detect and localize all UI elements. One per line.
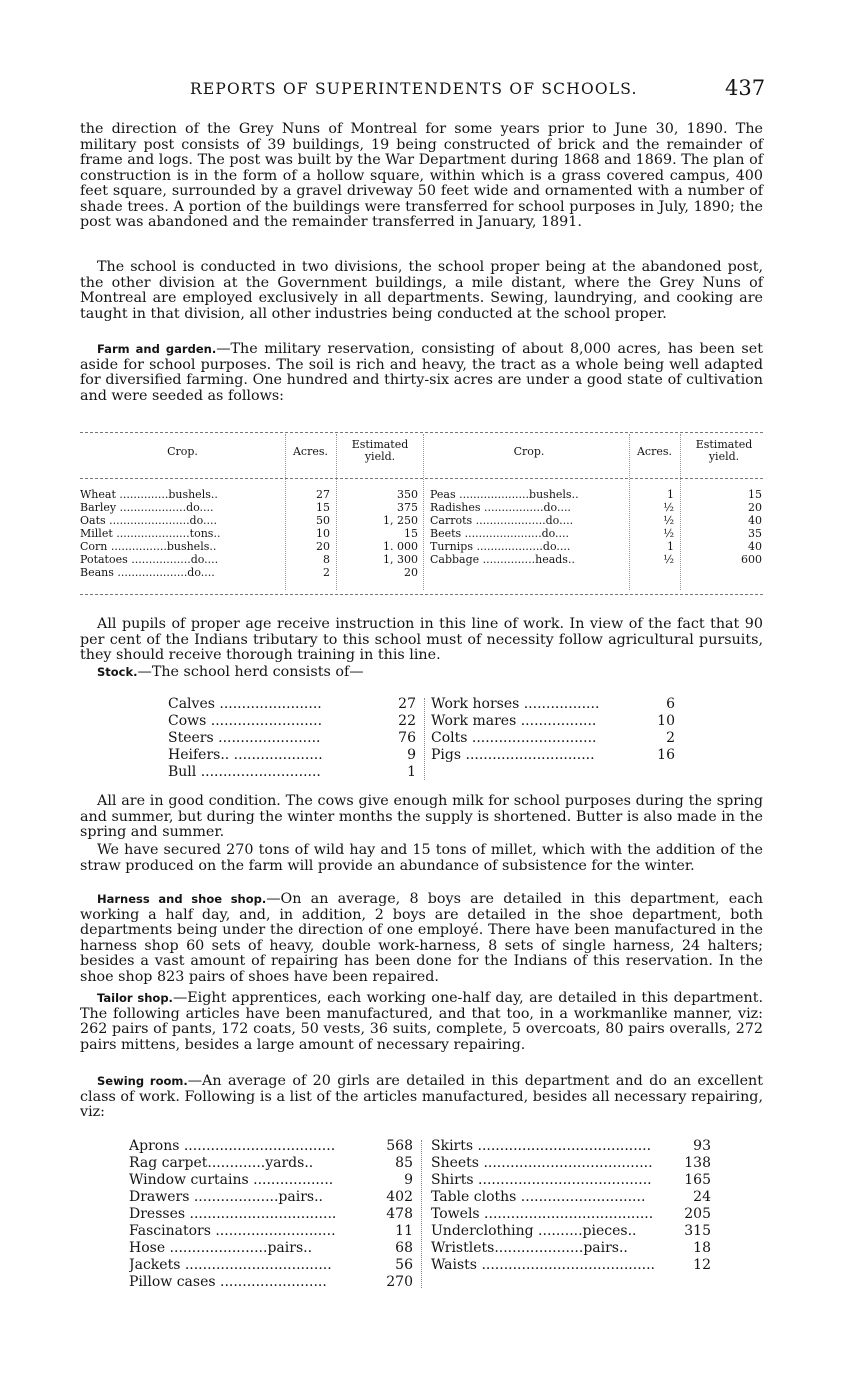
article-name-cell: Drawers ...................pairs.. xyxy=(129,1189,323,1205)
article-count-cell: 68 xyxy=(395,1240,413,1256)
page-number: 437 xyxy=(725,76,766,100)
stock-count-cell: 10 xyxy=(657,713,675,729)
stock-table xyxy=(168,696,678,784)
paragraph-text: The school is conducted in two divisions, the school proper being at the abandoned post, the other division at the Government buildings, a mile distant, where the Grey Nuns of Montreal are employed exclusively in all departments. Sewing, laundrying, and cooking are taught in that division, all other industries being conducted at the school proper. xyxy=(80,259,763,322)
column-divider xyxy=(424,698,425,780)
paragraph-farm-garden xyxy=(80,342,763,404)
crop-name-cell: Corn ................bushels.. xyxy=(80,540,217,553)
paragraph-text: —An average of 20 girls are detailed in this department and do an excellent class of work. Following is a list of the articles manufactured, besides all necessary repairing, viz: xyxy=(80,1073,763,1120)
article-count-cell: 315 xyxy=(684,1223,711,1239)
article-count-cell: 205 xyxy=(684,1206,711,1222)
stock-name-cell: Colts ............................ xyxy=(431,730,597,746)
article-name-cell: Dresses ................................. xyxy=(129,1206,337,1222)
crop-yield-cell: 40 xyxy=(748,514,762,527)
sewing-articles-table xyxy=(129,1138,714,1290)
crop-name-cell: Wheat ..............bushels.. xyxy=(80,488,218,501)
crop-name-cell: Potatoes .................do.... xyxy=(80,553,219,566)
crop-yield-cell: 350 xyxy=(397,488,418,501)
column-header-acres: Acres. xyxy=(636,445,672,458)
crop-acres-cell: ½ xyxy=(663,514,674,527)
article-name-cell: Pillow cases ........................ xyxy=(129,1274,327,1290)
crop-name-cell: Carrots ....................do.... xyxy=(430,514,574,527)
paragraph-herd-condition: All are in good condition. The cows give enough milk for school purposes during the spring and summer, but during the winter months the supply is shortened. Butter is also made in the spring and summer. xyxy=(80,793,763,840)
running-title: REPORTS OF SUPERINTENDENTS OF SCHOOLS. xyxy=(190,80,638,98)
crop-yield-cell: 20 xyxy=(748,501,762,514)
article-name-cell: Hose ......................pairs.. xyxy=(129,1240,313,1256)
article-name-cell: Table cloths ............................ xyxy=(431,1189,646,1205)
article-count-cell: 138 xyxy=(684,1155,711,1171)
section-heading-stock: Stock. xyxy=(97,665,138,679)
stock-count-cell: 6 xyxy=(666,696,675,712)
stock-name-cell: Bull ........................... xyxy=(168,764,321,780)
article-name-cell: Rag carpet.............yards.. xyxy=(129,1155,314,1171)
column-divider xyxy=(421,1140,422,1288)
table-rule xyxy=(80,432,763,433)
paragraph-sewing-room xyxy=(80,1074,763,1121)
table-rule xyxy=(80,594,763,595)
crop-acres-cell: 1 xyxy=(667,488,674,501)
paragraph-text: —On an average, 8 boys are detailed in this department, each working a half day, and, in addition, 2 boys are detailed in the shoe department, both departments being under the direction of one employé. There have been manufactured in the harness shop 60 sets of heavy, double work-harness, 8 sets of single harness, 24 halters; besides a vast amount of repairing has been done for the Indians of this reservation. In the shoe shop 823 pairs of shoes have been repaired. xyxy=(80,891,763,985)
stock-name-cell: Heifers.. .................... xyxy=(168,747,323,763)
crop-acres-cell: 15 xyxy=(316,501,330,514)
paragraph-tailor-shop xyxy=(80,991,763,1053)
article-name-cell: Aprons .................................. xyxy=(129,1138,336,1154)
article-name-cell: Towels ...................................... xyxy=(431,1206,654,1222)
crop-yield-cell: 20 xyxy=(404,566,418,579)
crop-yield-cell: 1, 250 xyxy=(383,514,418,527)
stock-count-cell: 76 xyxy=(398,730,416,746)
article-count-cell: 9 xyxy=(404,1172,413,1188)
crop-acres-cell: 20 xyxy=(316,540,330,553)
article-count-cell: 568 xyxy=(386,1138,413,1154)
article-count-cell: 165 xyxy=(684,1172,711,1188)
crop-acres-cell: ½ xyxy=(663,501,674,514)
stock-count-cell: 27 xyxy=(398,696,416,712)
paragraph-school-divisions xyxy=(80,260,763,322)
crop-acres-cell: ½ xyxy=(663,553,674,566)
stock-name-cell: Calves ....................... xyxy=(168,696,322,712)
article-count-cell: 85 xyxy=(395,1155,413,1171)
crop-name-cell: Millet .....................tons.. xyxy=(80,527,221,540)
page-header xyxy=(0,76,855,106)
stock-name-cell: Pigs ............................. xyxy=(431,747,595,763)
stock-name-cell: Cows ......................... xyxy=(168,713,323,729)
crop-yield-cell: 15 xyxy=(748,488,762,501)
article-name-cell: Window curtains .................. xyxy=(129,1172,334,1188)
paragraph-agricultural-training: All pupils of proper age receive instruction in this line of work. In view of the fact that 90 per cent of the Indians tributary to this school must of necessity follow agricultural pursuits, they should receive thorough training in this line. xyxy=(80,616,763,663)
article-name-cell: Sheets ...................................... xyxy=(431,1155,653,1171)
crop-acres-cell: 10 xyxy=(316,527,330,540)
table-rule xyxy=(80,478,763,479)
crop-name-cell: Radishes .................do.... xyxy=(430,501,571,514)
crop-yield-cell: 40 xyxy=(748,540,762,553)
paragraph-text: —The military reservation, consisting of about 8,000 acres, has been set aside for school purposes. The soil is rich and heavy, the tract as a whole being well adapted for diversified farming. One hundred and thirty-six acres are under a good state of cultivation and were seeded as follows: xyxy=(80,341,763,404)
article-name-cell: Waists ....................................... xyxy=(431,1257,655,1273)
stock-count-cell: 2 xyxy=(666,730,675,746)
paragraph-stock xyxy=(80,665,763,681)
article-count-cell: 24 xyxy=(693,1189,711,1205)
stock-name-cell: Work mares ................. xyxy=(431,713,597,729)
crop-yield-cell: 600 xyxy=(741,553,762,566)
crop-yield-cell: 1, 300 xyxy=(383,553,418,566)
article-count-cell: 56 xyxy=(395,1257,413,1273)
article-count-cell: 402 xyxy=(386,1189,413,1205)
stock-count-cell: 1 xyxy=(407,764,416,780)
paragraph-harness-shop xyxy=(80,892,763,985)
crop-name-cell: Beets ......................do.... xyxy=(430,527,570,540)
crop-yield-cell: 1. 000 xyxy=(383,540,418,553)
crop-acres-cell: 2 xyxy=(323,566,330,579)
crop-acres-cell: 1 xyxy=(667,540,674,553)
crop-name-cell: Peas ....................bushels.. xyxy=(430,488,579,501)
crop-yield-cell: 15 xyxy=(404,527,418,540)
article-name-cell: Fascinators ........................... xyxy=(129,1223,336,1239)
article-count-cell: 270 xyxy=(386,1274,413,1290)
article-name-cell: Skirts ....................................... xyxy=(431,1138,652,1154)
section-heading-tailor: Tailor shop. xyxy=(97,991,173,1005)
stock-name-cell: Work horses ................. xyxy=(431,696,600,712)
crop-name-cell: Barley ...................do.... xyxy=(80,501,214,514)
article-name-cell: Underclothing ..........pieces.. xyxy=(431,1223,637,1239)
stock-name-cell: Steers ....................... xyxy=(168,730,321,746)
column-header-crop: Crop. xyxy=(167,445,198,458)
paragraph-text: —Eight apprentices, each working one-half day, are detailed in this department. The following articles have been manufactured, and that too, in a workmanlike manner, viz: 262 pairs of pants, 172 coats, 50 vests, 36 suits, complete, 5 overcoats, 80 pairs overalls, 272 pairs mittens, besides a large amount of necessary repairing. xyxy=(80,990,763,1053)
crop-acres-cell: 8 xyxy=(323,553,330,566)
crop-yield-cell: 375 xyxy=(397,501,418,514)
stock-count-cell: 16 xyxy=(657,747,675,763)
section-heading-harness: Harness and shoe shop. xyxy=(97,892,267,906)
crop-name-cell: Oats .......................do.... xyxy=(80,514,218,527)
column-header-crop: Crop. xyxy=(513,445,545,458)
column-header-yield: Estimated yield. xyxy=(695,438,753,463)
article-name-cell: Shirts ....................................... xyxy=(431,1172,652,1188)
crop-yield-cell: 35 xyxy=(748,527,762,540)
stock-count-cell: 9 xyxy=(407,747,416,763)
paragraph-hay-supply: We have secured 270 tons of wild hay and 15 tons of millet, which with the addition of the straw produced on the farm will provide an abundance of subsistence for the winter. xyxy=(80,842,763,874)
crop-acres-cell: 50 xyxy=(316,514,330,527)
article-count-cell: 11 xyxy=(395,1223,413,1239)
crop-table xyxy=(80,428,763,596)
column-header-acres: Acres. xyxy=(292,445,328,458)
paragraph-text: —The school herd consists of— xyxy=(137,664,364,680)
article-name-cell: Wristlets....................pairs.. xyxy=(431,1240,628,1256)
crop-name-cell: Beans ....................do.... xyxy=(80,566,215,579)
article-count-cell: 12 xyxy=(693,1257,711,1273)
column-divider xyxy=(423,434,424,590)
article-count-cell: 93 xyxy=(693,1138,711,1154)
crop-name-cell: Cabbage ...............heads.. xyxy=(430,553,575,566)
crop-acres-cell: 27 xyxy=(316,488,330,501)
section-heading-sewing: Sewing room. xyxy=(97,1074,188,1088)
article-name-cell: Jackets ................................. xyxy=(129,1257,332,1273)
crop-name-cell: Turnips ...................do.... xyxy=(430,540,571,553)
section-heading-farm: Farm and garden. xyxy=(97,342,217,356)
column-header-yield: Estimated yield. xyxy=(351,438,409,463)
article-count-cell: 18 xyxy=(693,1240,711,1256)
crop-acres-cell: ½ xyxy=(663,527,674,540)
article-count-cell: 478 xyxy=(386,1206,413,1222)
stock-count-cell: 22 xyxy=(398,713,416,729)
paragraph-post-history: the direction of the Grey Nuns of Montreal for some years prior to June 30, 1890. The military post consists of 39 buildings, 19 being constructed of brick and the remainder of frame and logs. The post was built by the War Department during 1868 and 1869. The plan of construction is in the form of a hollow square, within which is a grass covered campus, 400 feet square, surrounded by a gravel driveway 50 feet wide and ornamented with a number of shade trees. A portion of the buildings were transferred for school purposes in July, 1890; the post was abandoned and the remainder transferred in January, 1891. xyxy=(80,121,763,230)
